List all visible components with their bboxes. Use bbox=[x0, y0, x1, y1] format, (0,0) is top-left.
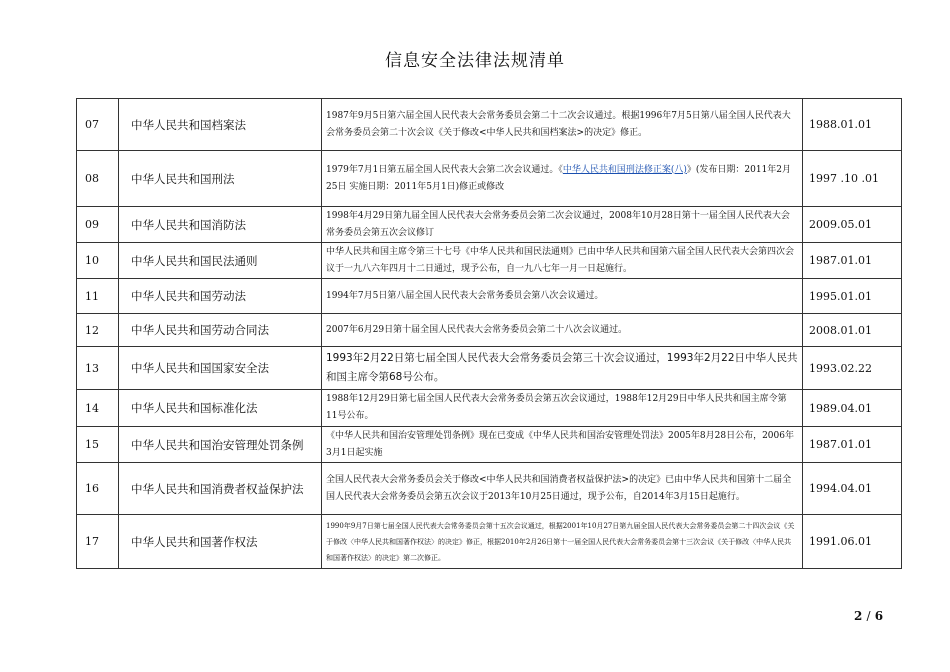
law-description-cell bbox=[322, 427, 803, 463]
law-name: 中华人民共和国国家安全法 bbox=[119, 347, 322, 390]
effective-date: 1988.01.01 bbox=[803, 99, 902, 151]
law-description-cell bbox=[322, 207, 803, 243]
table-row bbox=[77, 151, 902, 207]
table-row bbox=[77, 207, 902, 243]
law-name: 中华人民共和国档案法 bbox=[119, 99, 322, 151]
table-row bbox=[77, 99, 902, 151]
total-pages: 6 bbox=[874, 609, 884, 623]
law-name: 中华人民共和国刑法 bbox=[119, 151, 322, 207]
page-number bbox=[854, 609, 883, 623]
law-description-cell bbox=[322, 151, 803, 207]
law-name: 中华人民共和国标准化法 bbox=[119, 390, 322, 427]
law-description-cell bbox=[322, 279, 803, 314]
law-list-table bbox=[76, 98, 902, 569]
row-number: 16 bbox=[77, 463, 119, 515]
amendment-link[interactable]: 中华人民共和国刑法修正案(八) bbox=[562, 164, 687, 175]
table-row bbox=[77, 390, 902, 427]
law-description: 2007年6月29日第十届全国人民代表大会常务委员会第二十八次会议通过。 bbox=[326, 324, 628, 335]
law-description-cell bbox=[322, 347, 803, 390]
law-description: 中华人民共和国主席令第三十七号《中华人民共和国民法通则》已由中华人民共和国第六届全国人民代表大会第四次会议于一九八六年四月十二日通过，现予公布，自一九八七年一月一日起施行。 bbox=[326, 246, 795, 274]
effective-date: 1987.01.01 bbox=[803, 243, 902, 279]
law-description: 1998年4月29日第九届全国人民代表大会常务委员会第二次会议通过，2008年10月28日第十一届全国人民代表大会常务委员会第五次会议修订 bbox=[326, 210, 790, 238]
law-name: 中华人民共和国消费者权益保护法 bbox=[119, 463, 322, 515]
law-name: 中华人民共和国治安管理处罚条例 bbox=[119, 427, 322, 463]
law-name: 中华人民共和国消防法 bbox=[119, 207, 322, 243]
law-description bbox=[326, 162, 798, 196]
law-description: 1988年12月29日第七届全国人民代表大会常务委员会第五次会议通过，1988年12月29日中华人民共和国主席令第11号公布。 bbox=[326, 394, 787, 421]
law-description-text: 1979年7月1日第五届全国人民代表大会第二次会议通过。《 bbox=[326, 164, 563, 175]
law-description-cell bbox=[322, 390, 803, 427]
row-number: 14 bbox=[77, 390, 119, 427]
law-description: 1993年2月22日第七届全国人民代表大会常务委员会第三十次会议通过，1993年2月22日中华人民共和国主席令第68号公布。 bbox=[326, 352, 798, 383]
page-separator: / bbox=[866, 609, 871, 623]
law-description: 1990年9月7日第七届全国人民代表大会常务委员会第十五次会议通过，根据2001年10月27日第九届全国人民代表大会常务委员会第二十四次会议《关于修改〈中华人民共和国著作权法〉的决定》修正，根据2010年2月26日第十一届全国人民代表大会常务委员会第十三次会议《关于修改〈中华人民共和国著作权法〉的决定》第二次修正。 bbox=[326, 521, 795, 562]
law-description: 《中华人民共和国治安管理处罚条例》现在已变成《中华人民共和国治安管理处罚法》2005年8月28日公布，2006年3月1日起实施 bbox=[326, 430, 794, 458]
table-row bbox=[77, 427, 902, 463]
law-description: 全国人民代表大会常务委员会关于修改<中华人民共和国消费者权益保护法>的决定》已由中华人民共和国第十二届全国人民代表大会常务委员会第五次会议于2013年10月25日通过，现予公布，自2014年3月15日起施行。 bbox=[326, 474, 792, 502]
law-name: 中华人民共和国劳动法 bbox=[119, 279, 322, 314]
row-number: 07 bbox=[77, 99, 119, 151]
law-description-cell bbox=[322, 463, 803, 515]
law-name: 中华人民共和国劳动合同法 bbox=[119, 314, 322, 347]
law-description-cell bbox=[322, 314, 803, 347]
row-number: 08 bbox=[77, 151, 119, 207]
effective-date: 1991.06.01 bbox=[803, 515, 902, 569]
table-row bbox=[77, 347, 902, 390]
law-description: 1994年7月5日第八届全国人民代表大会常务委员会第八次会议通过。 bbox=[326, 290, 604, 301]
law-description-cell bbox=[322, 515, 803, 569]
effective-date: 1994.04.01 bbox=[803, 463, 902, 515]
law-description-cell bbox=[322, 99, 803, 151]
law-description-cell bbox=[322, 243, 803, 279]
table-row bbox=[77, 279, 902, 314]
table-row bbox=[77, 515, 902, 569]
row-number: 12 bbox=[77, 314, 119, 347]
table-row bbox=[77, 463, 902, 515]
current-page: 2 bbox=[854, 609, 863, 623]
row-number: 10 bbox=[77, 243, 119, 279]
effective-date: 1989.04.01 bbox=[803, 390, 902, 427]
table-row bbox=[77, 314, 902, 347]
effective-date: 2009.05.01 bbox=[803, 207, 902, 243]
row-number: 17 bbox=[77, 515, 119, 569]
effective-date: 1993.02.22 bbox=[803, 347, 902, 390]
row-number: 09 bbox=[77, 207, 119, 243]
row-number: 11 bbox=[77, 279, 119, 314]
effective-date: 1997 .10 .01 bbox=[803, 151, 902, 207]
law-description-text: 》(发布日期：2011年2月25日 实施日期：2011年5月1日)修正或修改 bbox=[326, 164, 792, 192]
law-name: 中华人民共和国民法通则 bbox=[119, 243, 322, 279]
law-name: 中华人民共和国著作权法 bbox=[119, 515, 322, 569]
row-number: 15 bbox=[77, 427, 119, 463]
effective-date: 1995.01.01 bbox=[803, 279, 902, 314]
effective-date: 2008.01.01 bbox=[803, 314, 902, 347]
row-number: 13 bbox=[77, 347, 119, 390]
law-description: 1987年9月5日第六届全国人民代表大会常务委员会第二十二次会议通过。根据1996年7月5日第八届全国人民代表大会常务委员会第二十次会议《关于修改<中华人民共和国档案法>的决定》修正。 bbox=[326, 110, 791, 138]
document-title: 信息安全法律法规清单 bbox=[385, 51, 565, 71]
effective-date: 1987.01.01 bbox=[803, 427, 902, 463]
table-row bbox=[77, 243, 902, 279]
